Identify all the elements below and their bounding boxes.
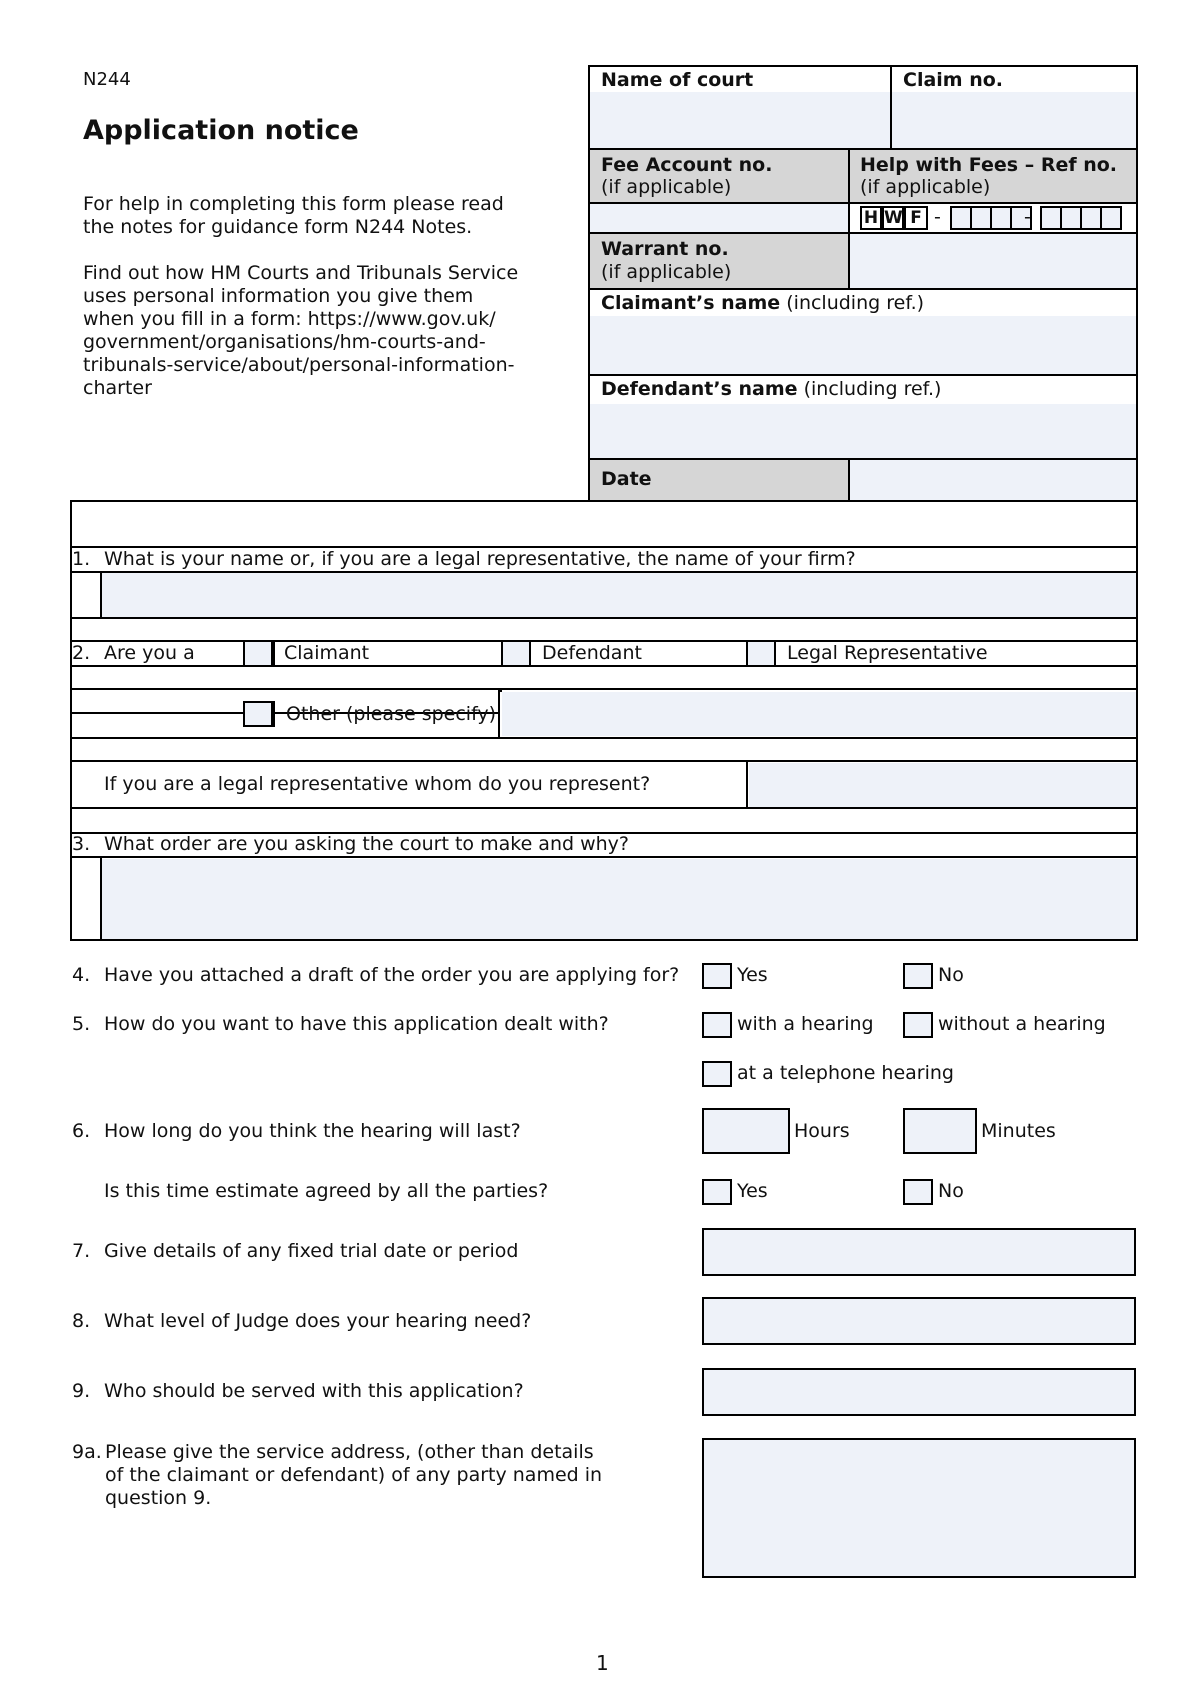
claimants-name-input[interactable] — [590, 316, 1136, 374]
q4-number: 4. — [72, 964, 91, 986]
q5-with-hearing-label: with a hearing — [737, 1013, 874, 1035]
q9-label: Who should be served with this application? — [104, 1380, 524, 1402]
hwf-digit-box[interactable] — [950, 206, 972, 230]
q1-name-input[interactable] — [102, 573, 1136, 617]
q1-number: 1. — [72, 548, 91, 570]
q2-other-input[interactable] — [502, 692, 1136, 736]
q6-number: 6. — [72, 1120, 91, 1142]
defendants-name-title: Defendant’s name — [601, 378, 798, 400]
q4-label: Have you attached a draft of the order you are applying for? — [104, 964, 680, 986]
fee-account-note: (if applicable) — [601, 176, 732, 198]
warrant-label: Warrant no. — [601, 238, 729, 260]
q9a-label-line-2: of the claimant or defendant) of any party named in — [105, 1464, 603, 1486]
page-number: 1 — [596, 1651, 609, 1675]
claimants-name-title: Claimant’s name — [601, 292, 781, 314]
claim-no-input[interactable] — [892, 92, 1136, 148]
q4-no-checkbox[interactable] — [903, 963, 933, 989]
privacy-text-line-3: when you fill in a form: https://www.gov.uk/ — [83, 308, 496, 330]
date-label: Date — [601, 468, 652, 490]
q5-telephone-hearing-checkbox[interactable] — [702, 1061, 732, 1087]
q2-rep-input[interactable] — [749, 763, 1136, 807]
defendants-name-label — [601, 378, 941, 401]
q9-served-input[interactable] — [702, 1368, 1136, 1416]
q6b-yes-checkbox[interactable] — [702, 1179, 732, 1205]
defendants-name-input[interactable] — [590, 404, 1136, 458]
q3-order-input[interactable] — [102, 859, 1136, 939]
hwf-digit-box[interactable] — [990, 206, 1012, 230]
privacy-text-line-4: government/organisations/hm-courts-and- — [83, 331, 486, 353]
q4-yes-checkbox[interactable] — [702, 963, 732, 989]
q6b-no-checkbox[interactable] — [903, 1179, 933, 1205]
privacy-text-line-2: uses personal information you give them — [83, 285, 474, 307]
hwf-digit-box[interactable] — [1060, 206, 1082, 230]
q6-hours-input[interactable] — [702, 1108, 790, 1154]
q5-telephone-hearing-label: at a telephone hearing — [737, 1062, 954, 1084]
fee-account-label: Fee Account no. — [601, 154, 773, 176]
q9a-service-address-input[interactable] — [702, 1438, 1136, 1578]
hwf-digit-box[interactable] — [1040, 206, 1062, 230]
q4-no-label: No — [938, 964, 964, 986]
q9-number: 9. — [72, 1380, 91, 1402]
hwf-letter-f: F — [904, 206, 928, 230]
q5-number: 5. — [72, 1013, 91, 1035]
q7-number: 7. — [72, 1240, 91, 1262]
q6-minutes-input[interactable] — [903, 1108, 977, 1154]
q2-legal-rep-checkbox[interactable] — [746, 640, 776, 667]
name-of-court-input[interactable] — [590, 92, 890, 148]
q7-label: Give details of any fixed trial date or period — [104, 1240, 519, 1262]
q5-with-hearing-checkbox[interactable] — [702, 1012, 732, 1038]
q3-label: What order are you asking the court to make and why? — [104, 833, 629, 855]
hwf-letter-w: W — [884, 208, 903, 228]
claim-no-label: Claim no. — [903, 69, 1004, 91]
claimants-name-note: (including ref.) — [786, 292, 925, 314]
help-with-fees-note: (if applicable) — [860, 176, 991, 198]
q5-without-hearing-checkbox[interactable] — [903, 1012, 933, 1038]
q3-number: 3. — [72, 833, 91, 855]
q8-judge-level-input[interactable] — [702, 1297, 1136, 1345]
q7-trial-date-input[interactable] — [702, 1228, 1136, 1276]
hwf-letter-h: H — [860, 206, 882, 230]
q2-option-legal-rep: Legal Representative — [787, 642, 988, 664]
q6b-yes-label: Yes — [737, 1180, 768, 1202]
q2-label: Are you a — [104, 642, 195, 664]
q2-number: 2. — [72, 642, 91, 664]
q2-rep-label: If you are a legal representative whom do you represent? — [104, 773, 651, 795]
name-of-court-label: Name of court — [601, 69, 754, 91]
hwf-digit-box[interactable] — [1080, 206, 1102, 230]
q2-other-label: Other (please specify) — [286, 703, 497, 725]
help-text-line-2: the notes for guidance form N244 Notes. — [83, 216, 473, 238]
q1-label: What is your name or, if you are a legal representative, the name of your firm? — [104, 548, 856, 570]
date-input[interactable] — [850, 460, 1136, 500]
help-text-line-1: For help in completing this form please read — [83, 193, 504, 215]
claimants-name-label — [601, 292, 924, 315]
q2-defendant-checkbox[interactable] — [501, 640, 531, 667]
q6-hours-label: Hours — [794, 1120, 850, 1142]
q5-label: How do you want to have this application dealt with? — [104, 1013, 609, 1035]
q6-label: How long do you think the hearing will last? — [104, 1120, 521, 1142]
q6-minutes-label: Minutes — [981, 1120, 1056, 1142]
q6b-no-label: No — [938, 1180, 964, 1202]
q2-other-checkbox[interactable] — [243, 701, 273, 727]
q4-yes-label: Yes — [737, 964, 768, 986]
hwf-dash-1: - — [934, 206, 941, 228]
q9a-label-line-3: question 9. — [105, 1487, 212, 1509]
hwf-digit-box[interactable] — [1100, 206, 1122, 230]
q8-number: 8. — [72, 1310, 91, 1332]
q2-option-defendant: Defendant — [542, 642, 642, 664]
privacy-text-line-1: Find out how HM Courts and Tribunals Service — [83, 262, 519, 284]
warrant-input[interactable] — [850, 234, 1136, 288]
q2-claimant-checkbox[interactable] — [243, 640, 273, 667]
q9a-label-line-1: Please give the service address, (other than details — [105, 1441, 594, 1463]
hwf-digit-box[interactable] — [970, 206, 992, 230]
fee-account-input[interactable] — [590, 204, 848, 232]
q6b-label: Is this time estimate agreed by all the parties? — [104, 1180, 549, 1202]
defendants-name-note: (including ref.) — [803, 378, 942, 400]
q5-without-hearing-label: without a hearing — [938, 1013, 1106, 1035]
warrant-note: (if applicable) — [601, 261, 732, 283]
privacy-text-line-5: tribunals-service/about/personal-information- — [83, 354, 515, 376]
q8-label: What level of Judge does your hearing need? — [104, 1310, 532, 1332]
q2-option-claimant: Claimant — [284, 642, 370, 664]
form-code: N244 — [83, 69, 131, 90]
page-title: Application notice — [83, 115, 359, 146]
hwf-dash-2: - — [1024, 206, 1031, 228]
q9a-number: 9a. — [72, 1441, 102, 1463]
privacy-text-line-6: charter — [83, 377, 152, 399]
help-with-fees-label: Help with Fees – Ref no. — [860, 154, 1118, 176]
